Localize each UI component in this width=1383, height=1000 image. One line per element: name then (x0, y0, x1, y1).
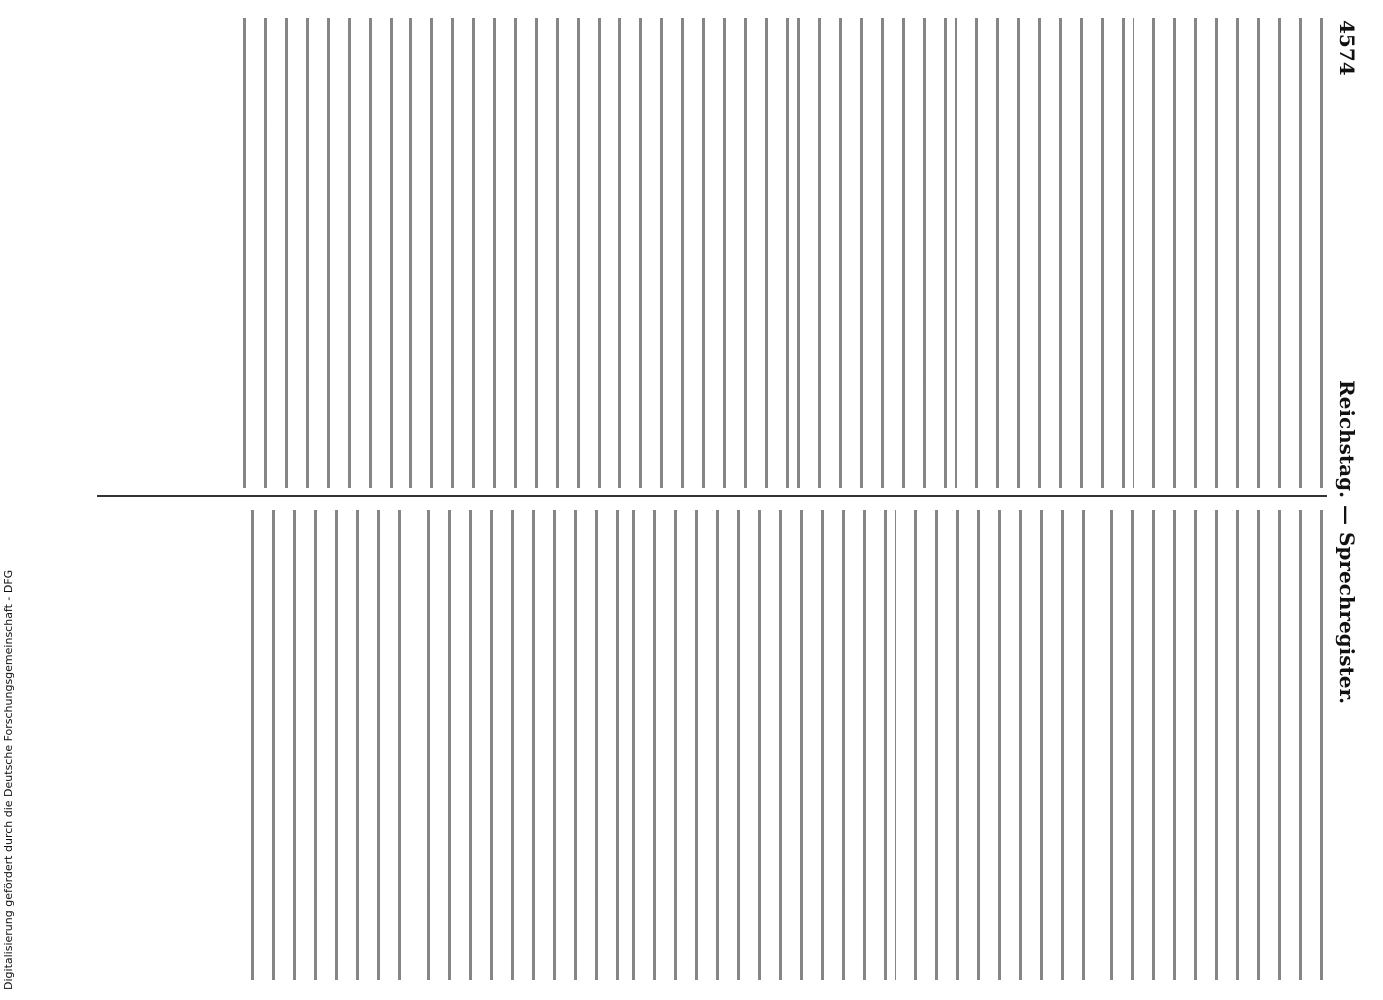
digitization-credit: Digitalisierung gefördert durch die Deutsche Forschungsgemeinschaft - DFG (2, 569, 15, 990)
running-head: Reichstag. — Sprechregister. (1335, 380, 1359, 705)
text-block (609, 18, 789, 488)
left-column (123, 18, 1323, 488)
text-block (401, 18, 601, 488)
column-divider (97, 495, 1327, 497)
text-block (797, 18, 947, 488)
text-block (409, 510, 619, 980)
text-block (955, 18, 1125, 488)
text-block (1093, 510, 1323, 980)
right-column (123, 510, 1323, 980)
page-header (1323, 0, 1363, 1000)
text-block (233, 18, 393, 488)
page-number: 4574 (1335, 20, 1359, 76)
text-block (895, 510, 1085, 980)
text-block (1133, 18, 1323, 488)
text-block (627, 510, 887, 980)
text-block (251, 510, 401, 980)
